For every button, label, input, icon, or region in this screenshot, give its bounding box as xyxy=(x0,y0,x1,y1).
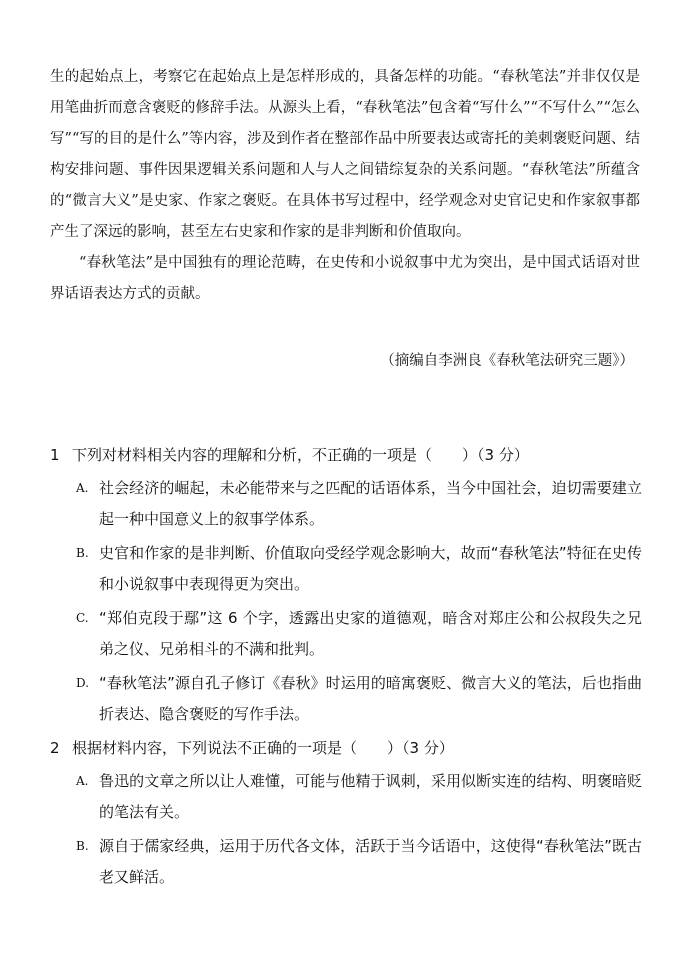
question-1 xyxy=(50,440,642,730)
option-letter: B. xyxy=(76,839,89,853)
question-number: 2 xyxy=(50,739,60,757)
option-a[interactable] xyxy=(50,766,642,828)
question-stem: 根据材料内容，下列说法不正确的一项是（ ）（3 分） xyxy=(72,739,454,757)
question-stem: 下列对材料相关内容的理解和分析，不正确的一项是（ ）（3 分） xyxy=(72,446,529,464)
option-c[interactable] xyxy=(50,603,642,665)
option-b[interactable] xyxy=(50,538,642,600)
option-text: 源自于儒家经典，运用于历代各文体，活跃于当今话语中，这使得“春秋笔法”既古老又鲜活。 xyxy=(99,837,642,886)
option-d[interactable] xyxy=(50,668,642,730)
question-list xyxy=(50,440,642,893)
passage-paragraph-1: 生的起始点上，考察它在起始点上是怎样形成的，具备怎样的功能。“春秋笔法”并非仅仅是用笔曲折而意含褒贬的修辞手法。从源头上看，“春秋笔法”包含着“写什么”“不写什么”“怎么写”“写的目的是什么”等内容，涉及到作者在整部作品中所要表达或寄托的美刺褒贬问题、结构安排问题、事件因果逻辑关系问题和人与人之间错综复杂的关系问题。“春秋笔法”所蕴含的“微言大义”是史家、作家之褒贬。在具体书写过程中，经学观念对史官记史和作家叙事都产生了深远的影响，甚至左右史家和作家的是非判断和价值取向。 xyxy=(50,69,640,240)
option-text: 史官和作家的是非判断、价值取向受经学观念影响大，故而“春秋笔法”特征在史传和小说叙事中表现得更为突出。 xyxy=(99,544,642,593)
option-letter: B. xyxy=(76,546,89,560)
question-2 xyxy=(50,733,642,893)
option-text: “春秋笔法”源自孔子修订《春秋》时运用的暗寓褒贬、微言大义的笔法，后也指曲折表达、隐含褒贬的写作手法。 xyxy=(99,674,642,723)
reading-passage xyxy=(50,62,640,310)
option-text: 社会经济的崛起，未必能带来与之匹配的话语体系，当今中国社会，迫切需要建立起一种中国意义上的叙事学体系。 xyxy=(99,479,642,528)
option-text: 鲁迅的文章之所以让人难懂，可能与他精于讽刺，采用似断实连的结构、明褒暗贬的笔法有关。 xyxy=(99,772,642,821)
option-letter: D. xyxy=(76,676,90,690)
option-letter: A. xyxy=(76,774,89,788)
question-number: 1 xyxy=(50,446,60,464)
option-a[interactable] xyxy=(50,473,642,535)
passage-paragraph-2: “春秋笔法”是中国独有的理论范畴，在史传和小说叙事中尤为突出，是中国式话语对世界话语表达方式的贡献。 xyxy=(50,255,640,302)
option-text: “郑伯克段于鄢”这 6 个字，透露出史家的道德观，暗含对郑庄公和公叔段失之兄弟之仪、兄弟相斗的不满和批判。 xyxy=(99,609,642,658)
passage-source: （摘编自李洲良《春秋笔法研究三题》） xyxy=(380,353,634,369)
option-b[interactable] xyxy=(50,831,642,893)
option-letter: A. xyxy=(76,481,89,495)
option-letter: C. xyxy=(76,611,89,625)
